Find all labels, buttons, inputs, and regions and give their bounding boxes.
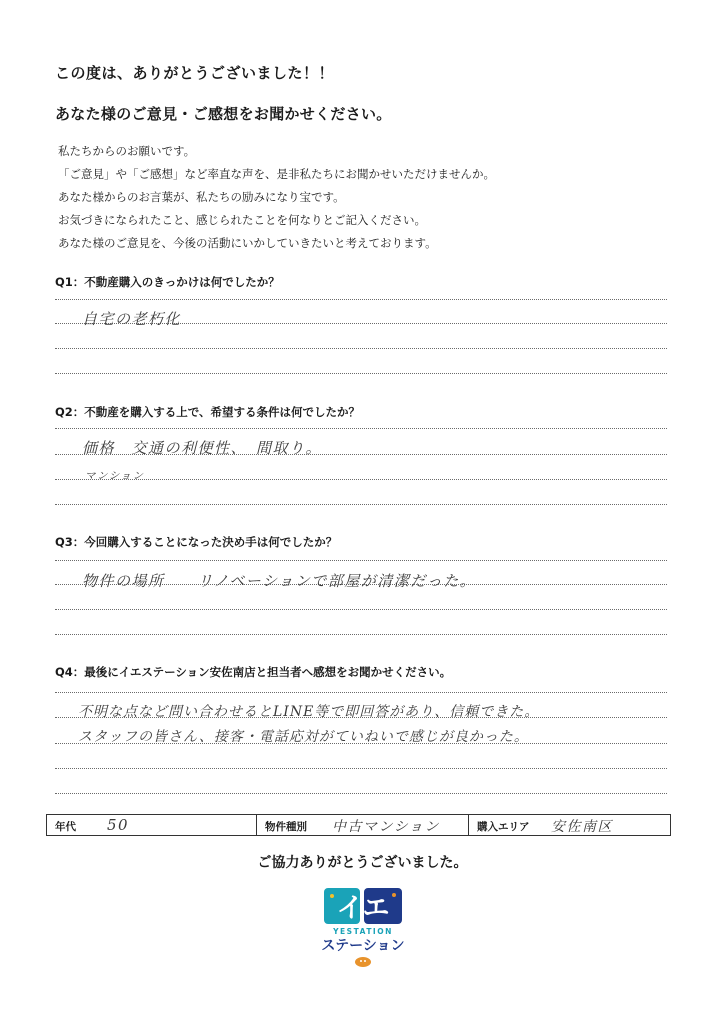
answer-rule [55, 609, 667, 610]
question-4-answer-line-1: 不明な点など問い合わせるとLINE等で即回答があり、信頼できた。 [78, 704, 540, 720]
logo-mark-text: イエ [336, 893, 390, 924]
respondent-info-table [46, 814, 671, 836]
logo-name: ステーション [321, 938, 405, 954]
question-2-label: Q2：不動産を購入する上で、希望する条件は何でしたか？ [55, 405, 361, 419]
answer-rule [55, 479, 667, 480]
thanks-heading: この度は、ありがとうございました！！ [55, 64, 335, 82]
answer-rule [55, 768, 667, 769]
question-1-answer: 自宅の老朽化 [82, 310, 182, 328]
answer-rule [55, 504, 667, 505]
intro-line: お気づきになられたこと、感じられたことを何なりとご記入ください。 [58, 213, 426, 227]
property-type-label: 物件種別 [265, 821, 307, 833]
property-type-cell [257, 815, 469, 835]
age-cell [47, 815, 257, 835]
answer-rule [55, 793, 667, 794]
answer-rule [55, 560, 667, 561]
answer-rule [55, 299, 667, 300]
property-type-value: 中古マンション [332, 819, 440, 835]
question-2-answer-line-2: マンション [85, 470, 145, 482]
intro-text [58, 140, 495, 255]
intro-line: 私たちからのお願いです。 [58, 144, 196, 158]
question-4-label: Q4：最後にイエステーション安佐南店と担当者へ感想をお聞かせください。 [55, 665, 452, 679]
answer-rule [55, 428, 667, 429]
answer-rule [55, 692, 667, 693]
intro-line: あなた様からのお言葉が、私たちの励みになり宝です。 [58, 190, 345, 204]
question-1-label: Q1：不動産購入のきっかけは何でしたか？ [55, 275, 280, 289]
yestation-logo-mark [318, 886, 408, 976]
intro-line: あなた様のご意見を、今後の活動にいかしていきたいと考えております。 [58, 236, 437, 250]
purchase-area-label: 購入エリア [477, 821, 530, 833]
purchase-area-value: 安佐南区 [551, 819, 613, 835]
intro-line: 「ご意見」や「ご感想」など率直な声を、是非私たちにお聞かせいただけませんか。 [58, 167, 495, 181]
question-3-label: Q3：今回購入することになった決め手は何でしたか？ [55, 535, 338, 549]
answer-rule [55, 348, 667, 349]
answer-rule [55, 373, 667, 374]
closing-message: ご協力ありがとうございました。 [257, 855, 468, 871]
yestation-logo [318, 886, 408, 976]
purchase-area-cell [469, 815, 670, 835]
opinion-request-heading: あなた様のご意見・ご感想をお聞かせください。 [55, 105, 392, 123]
question-3-answer: 物件の場所 リノベーションで部屋が清潔だった。 [82, 572, 477, 590]
age-value: 50 [107, 816, 130, 834]
answer-rule [55, 634, 667, 635]
logo-mascot-icon [355, 957, 371, 967]
age-label: 年代 [55, 821, 76, 833]
question-2-answer-line-1: 価格 交通の利便性、 間取り。 [82, 439, 323, 457]
question-4-answer-line-2: スタッフの皆さん、接客・電話応対がていねいで感じが良かった。 [78, 729, 529, 745]
logo-subtitle: YESTATION [333, 927, 393, 936]
